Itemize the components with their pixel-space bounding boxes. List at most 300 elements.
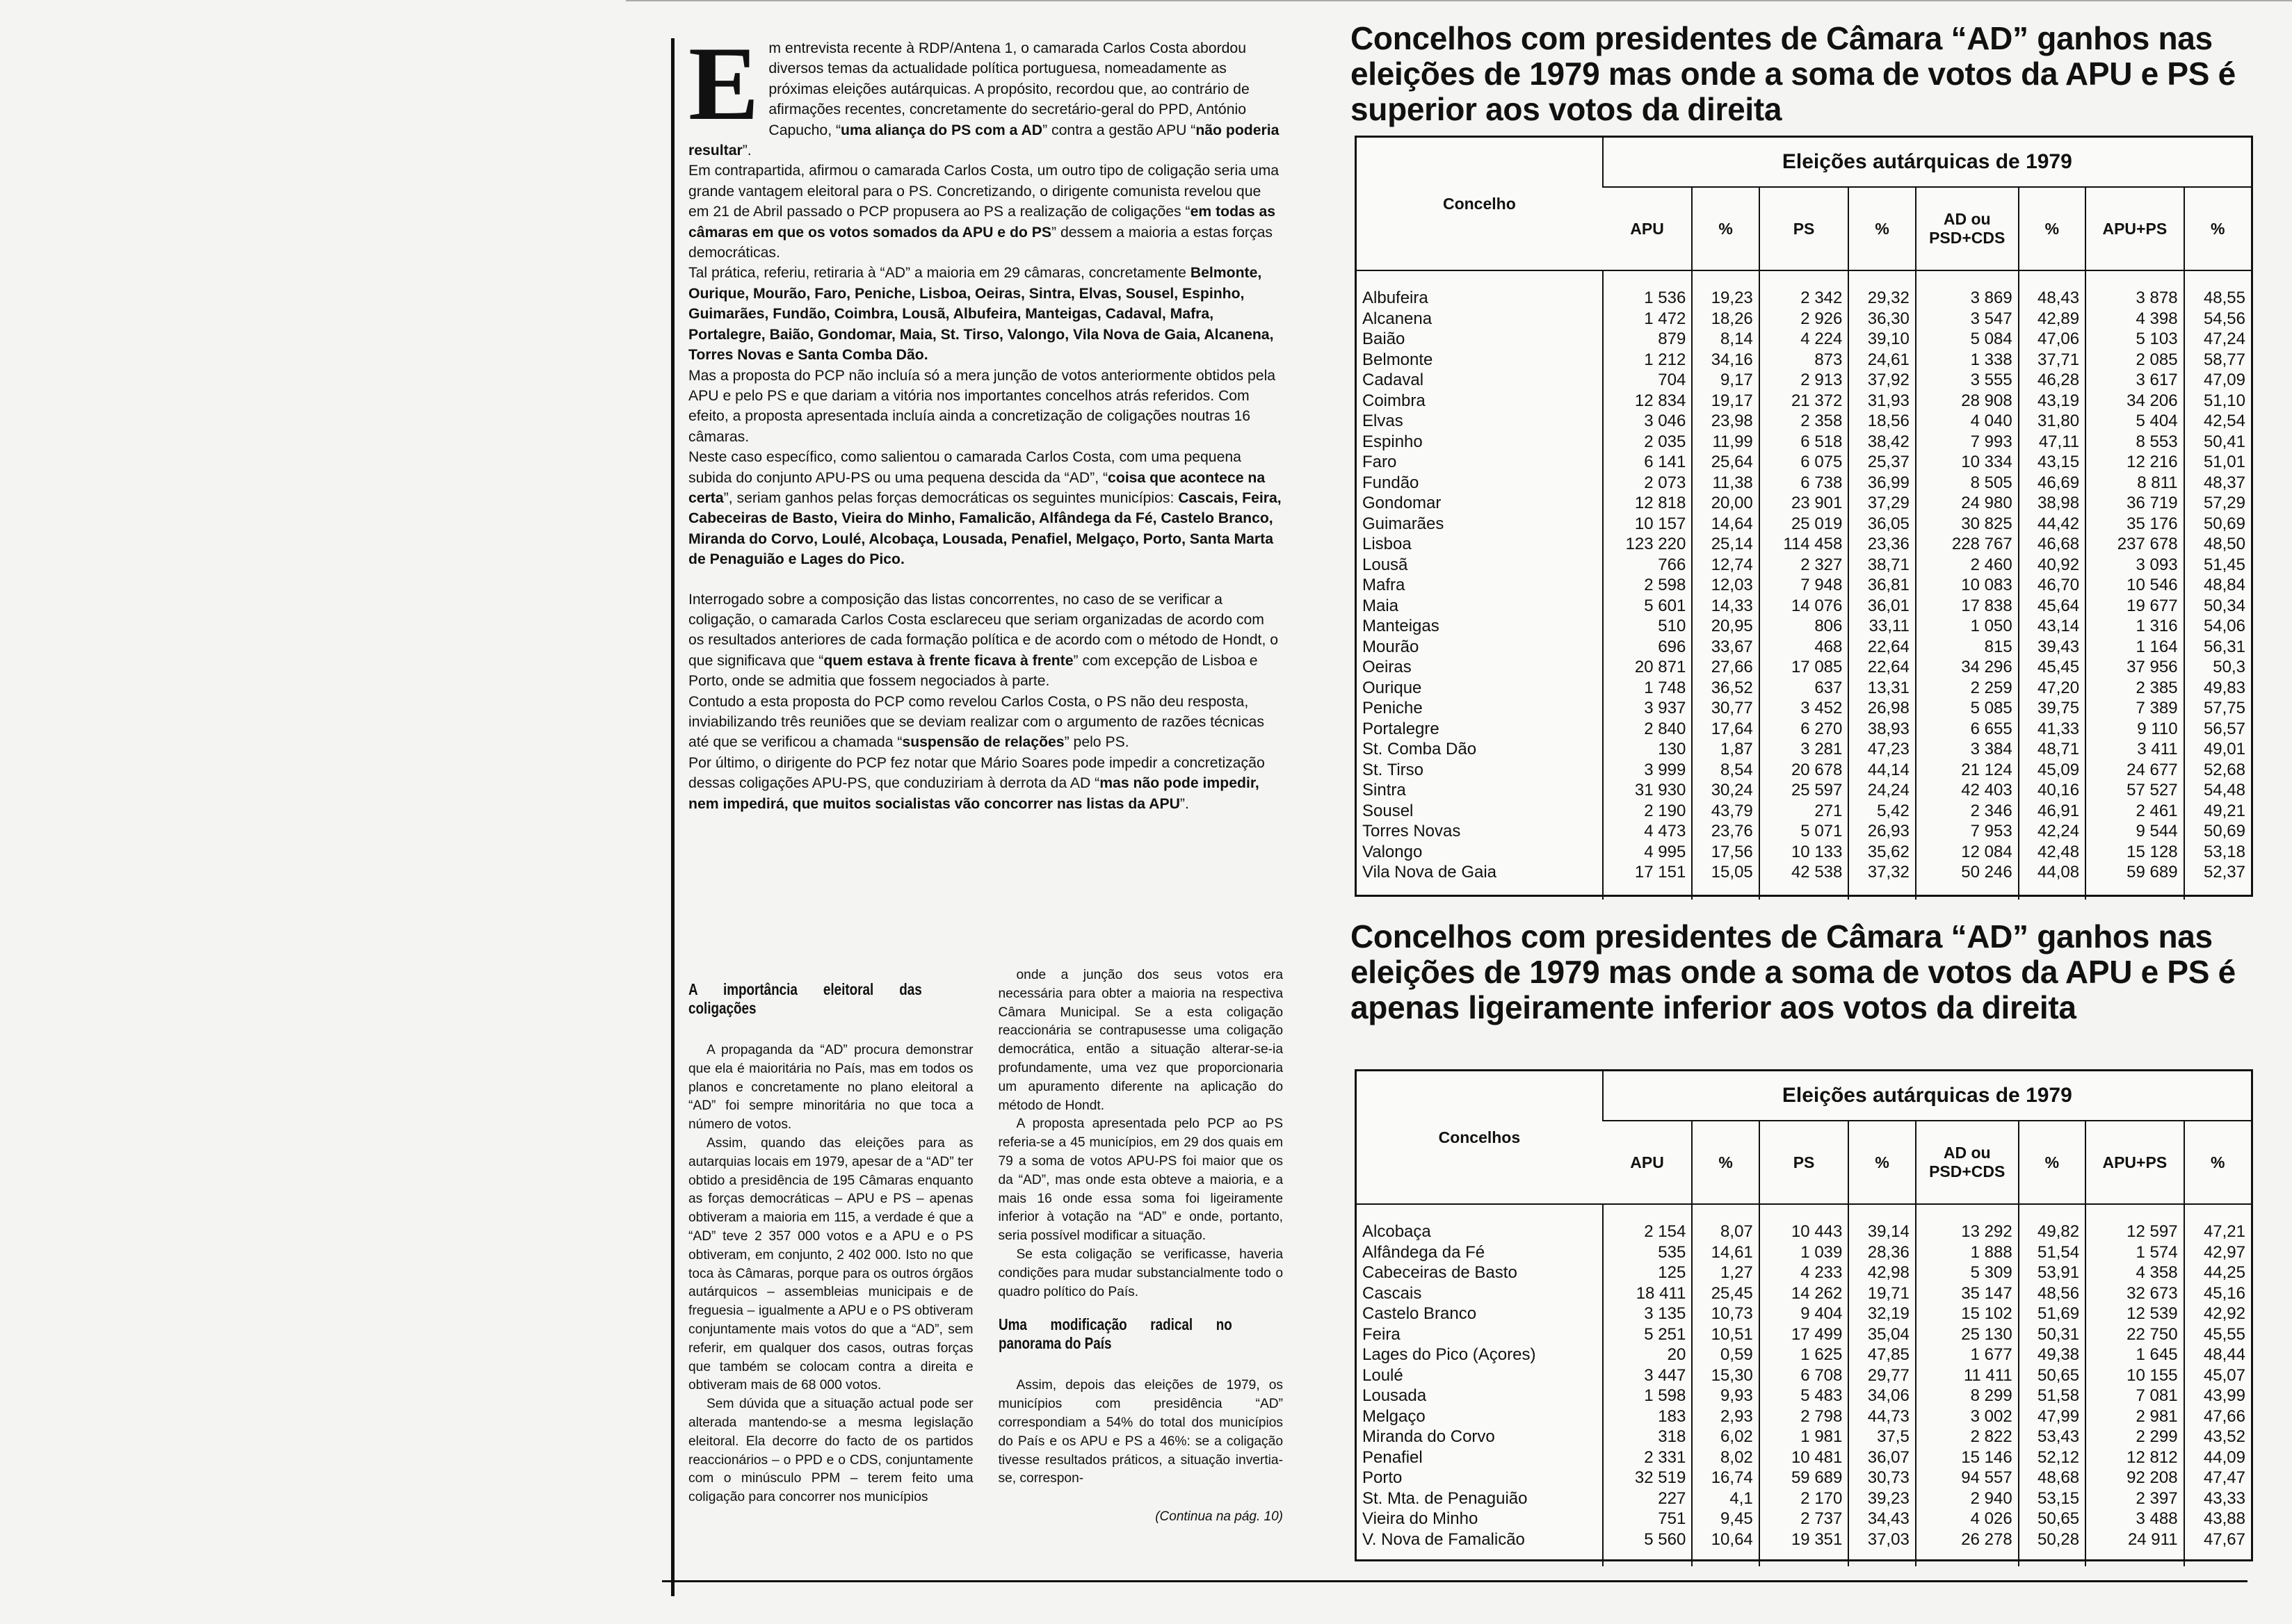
table2-municipality-cell: St. Mta. de Penaguião <box>1362 1488 1528 1508</box>
table1-value-cell: 2 073 <box>1603 473 1693 494</box>
table2-value-cell: 5 560 <box>1603 1529 1693 1550</box>
table1-value-cell: 1 164 <box>2085 637 2184 658</box>
table1-header-cell: % <box>1692 187 1759 270</box>
table1-value-cell: 15 128 <box>2085 842 2184 863</box>
table2-municipality-cell: Castelo Branco <box>1362 1304 1477 1323</box>
article-column <box>671 25 1283 1596</box>
table1-spacer-cell <box>1759 883 1849 900</box>
table2-spacer-row <box>1357 1204 2251 1221</box>
table1-spacer-cell <box>1603 270 1693 288</box>
table1-value-cell: 704 <box>1603 370 1693 391</box>
table1-value-cell: 34,16 <box>1692 350 1759 371</box>
table1-value-cell: 8,14 <box>1692 329 1759 350</box>
table1-row <box>1357 616 2251 637</box>
table2-value-cell: 39,23 <box>1848 1488 1915 1509</box>
table1-value-cell: 44,08 <box>2019 862 2085 883</box>
table2-value-cell: 50,65 <box>2019 1509 2085 1529</box>
table1-value-cell: 24 677 <box>2085 760 2184 781</box>
table1-value-cell: 5,42 <box>1848 801 1915 822</box>
table1-spacer-cell <box>1357 270 1603 288</box>
text-run: ” dessem a maioria a estas forças democráticas. <box>688 224 1273 261</box>
table2-header-cell: APU <box>1603 1121 1693 1204</box>
table1-value-cell: 45,64 <box>2019 596 2085 617</box>
table2-value-cell: 44,09 <box>2184 1447 2251 1468</box>
table1-row <box>1357 596 2251 617</box>
table1-value-cell: 10 083 <box>1916 575 2019 596</box>
table2-value-cell: 51,69 <box>2019 1304 2085 1324</box>
table1-value-cell: 14 076 <box>1759 596 1849 617</box>
table2-value-cell: 22 750 <box>2085 1324 2184 1345</box>
table1-value-cell: 9,17 <box>1692 370 1759 391</box>
table1-municipality-cell: Faro <box>1362 453 1397 471</box>
table2-header-cell: PS <box>1759 1121 1849 1204</box>
table2-value-cell: 37,5 <box>1848 1427 1915 1447</box>
table2-spacer-cell <box>1916 1550 2019 1566</box>
table2-municipality-cell: Melgaço <box>1362 1406 1426 1426</box>
table1-value-cell: 42,48 <box>2019 842 2085 863</box>
bold-run: quem estava à frente ficava à frente <box>823 652 1074 669</box>
bold-run: mas não pode impedir, nem impedirá, que muitos socialistas vão concorrer nas listas da APU <box>688 775 1259 812</box>
table2-value-cell: 30,73 <box>1848 1468 1915 1488</box>
table2-value-cell: 6,02 <box>1692 1427 1759 1447</box>
table2-spacer-cell <box>2184 1550 2251 1566</box>
table1-value-cell: 38,98 <box>2019 493 2085 514</box>
table1-value-cell: 42,89 <box>2019 309 2085 330</box>
table2-value-cell: 50,31 <box>2019 1324 2085 1345</box>
table1-value-cell: 36 719 <box>2085 493 2184 514</box>
table2-value-cell: 52,12 <box>2019 1447 2085 1468</box>
table1-value-cell: 1 536 <box>1603 288 1693 309</box>
table1-value-cell: 34 206 <box>2085 391 2184 412</box>
table1-value-cell: 8 553 <box>2085 432 2184 453</box>
table1-value-cell: 46,28 <box>2019 370 2085 391</box>
top-rule <box>626 0 2292 1</box>
table1-municipality-cell: Gondomar <box>1362 494 1442 512</box>
table1-header-cell: % <box>1848 187 1915 270</box>
table2-value-cell: 1 981 <box>1759 1427 1849 1447</box>
table2-value-cell: 50,65 <box>2019 1365 2085 1386</box>
table1-value-cell: 3 617 <box>2085 370 2184 391</box>
text-run: Por último, o dirigente do PCP fez notar que Mário Soares pode impedir a concretização dessas coligações APU-PS, que conduziriam à derrota da AD “ <box>688 754 1265 792</box>
table1-value-cell: 31 930 <box>1603 780 1693 801</box>
table2-value-cell: 10 443 <box>1759 1221 1849 1242</box>
table1-spacer-cell <box>1848 883 1915 900</box>
bold-run: não poderia resultar <box>688 122 1280 159</box>
table1-value-cell: 6 518 <box>1759 432 1849 453</box>
table2-value-cell: 11 411 <box>1916 1365 2019 1386</box>
table1-value-cell: 31,80 <box>2019 411 2085 432</box>
article-paragraph <box>688 753 1283 814</box>
text-run: Em contrapartida, afirmou o camarada Carlos Costa, um outro tipo de coligação seria uma grande vantagem eleitoral para o PS. Concretizando, o dirigente comunista revelou que em 21 de Abril passado o PCP propusera ao PS a realização de coligações “ <box>688 163 1280 220</box>
table1-value-cell: 3 937 <box>1603 698 1693 719</box>
table2-value-cell: 47,66 <box>2184 1406 2251 1427</box>
table1-value-cell: 35 176 <box>2085 514 2184 535</box>
table2-value-cell: 47,21 <box>2184 1221 2251 1242</box>
table2-value-cell: 42,97 <box>2184 1242 2251 1263</box>
bottom-rule <box>662 1580 2247 1582</box>
table1-value-cell: 29,32 <box>1848 288 1915 309</box>
table2-value-cell: 43,52 <box>2184 1427 2251 1447</box>
table1-value-cell: 5 103 <box>2085 329 2184 350</box>
text-run: ” pelo PS. <box>1064 734 1129 751</box>
table1-row <box>1357 842 2251 863</box>
table1-value-cell: 47,09 <box>2184 370 2251 391</box>
table1-value-cell: 31,93 <box>1848 391 1915 412</box>
table2-value-cell: 4,1 <box>1692 1488 1759 1509</box>
article-paragraph <box>688 590 1283 692</box>
table1-value-cell: 50,69 <box>2184 821 2251 842</box>
table1-value-cell: 25,64 <box>1692 452 1759 473</box>
table1-value-cell: 42 403 <box>1916 780 2019 801</box>
table1-value-cell: 47,24 <box>2184 329 2251 350</box>
table1-value-cell: 12 818 <box>1603 493 1693 514</box>
table1-value-cell: 19,17 <box>1692 391 1759 412</box>
table1-value-cell: 10 334 <box>1916 452 2019 473</box>
table1-value-cell: 37,71 <box>2019 350 2085 371</box>
section-heading-coalitions: A importância eleitoral das coligações <box>688 980 922 1017</box>
table2-body <box>1357 1204 2251 1566</box>
article-paragraph <box>688 366 1283 448</box>
table1-value-cell: 59 689 <box>2085 862 2184 883</box>
table1-row <box>1357 309 2251 330</box>
table2-value-cell: 37,03 <box>1848 1529 1915 1550</box>
table2-value-cell: 49,82 <box>2019 1221 2085 1242</box>
table1-value-cell: 48,71 <box>2019 739 2085 760</box>
table1-value-cell: 49,21 <box>2184 801 2251 822</box>
table2-row <box>1357 1221 2251 1242</box>
article-paragraph <box>688 25 1283 161</box>
table2-municipality-cell: Miranda do Corvo <box>1362 1427 1495 1446</box>
table1-row <box>1357 862 2251 883</box>
table2-superheader: Eleições autárquicas de 1979 <box>1603 1071 2251 1121</box>
table1-spacer-row <box>1357 883 2251 900</box>
table2-value-cell: 35,04 <box>1848 1324 1915 1345</box>
table2-value-cell: 43,88 <box>2184 1509 2251 1529</box>
table2-value-cell: 43,99 <box>2184 1386 2251 1406</box>
table2-value-cell: 53,43 <box>2019 1427 2085 1447</box>
table2-value-cell: 47,47 <box>2184 1468 2251 1488</box>
table2-spacer-cell <box>2019 1204 2085 1221</box>
table1-value-cell: 1 316 <box>2085 616 2184 637</box>
table1-spacer-cell <box>2085 883 2184 900</box>
table2-spacer-cell <box>1357 1550 1603 1566</box>
table2-value-cell: 2,93 <box>1692 1406 1759 1427</box>
table1-municipality-cell: Mourão <box>1362 637 1419 656</box>
table1-value-cell: 6 075 <box>1759 452 1849 473</box>
table1-value-cell: 11,99 <box>1692 432 1759 453</box>
table1-value-cell: 45,09 <box>2019 760 2085 781</box>
table1-value-cell: 20 678 <box>1759 760 1849 781</box>
table2-row <box>1357 1447 2251 1468</box>
table2-value-cell: 15 102 <box>1916 1304 2019 1324</box>
table1-value-cell: 9 544 <box>2085 821 2184 842</box>
table2-header-cell: % <box>2184 1121 2251 1204</box>
table2-value-cell: 47,67 <box>2184 1529 2251 1550</box>
table1-municipality-cell: Guimarães <box>1362 514 1444 533</box>
table1-value-cell: 3 869 <box>1916 288 2019 309</box>
table1-value-cell: 1 050 <box>1916 616 2019 637</box>
table1-value-cell: 44,42 <box>2019 514 2085 535</box>
table1-value-cell: 815 <box>1916 637 2019 658</box>
table1-row <box>1357 514 2251 535</box>
table1-value-cell: 237 678 <box>2085 534 2184 555</box>
table1-value-cell: 7 948 <box>1759 575 1849 596</box>
table1-value-cell: 9 110 <box>2085 719 2184 740</box>
table2-spacer-cell <box>1603 1550 1693 1566</box>
table1-value-cell: 47,11 <box>2019 432 2085 453</box>
table1-value-cell: 2 259 <box>1916 678 2019 699</box>
table1-value-cell: 3 281 <box>1759 739 1849 760</box>
table1-value-cell: 2 342 <box>1759 288 1849 309</box>
table2-municipality-cell: Loulé <box>1362 1365 1403 1385</box>
text-run: ” contra a gestão APU “ <box>1042 122 1196 138</box>
table1-value-cell: 23 901 <box>1759 493 1849 514</box>
table1-value-cell: 46,68 <box>2019 534 2085 555</box>
table1-municipality-cell: Cadaval <box>1362 371 1424 389</box>
table1-municipality-cell: Peniche <box>1362 699 1423 717</box>
table1-value-cell: 1,87 <box>1692 739 1759 760</box>
table1-value-cell: 56,31 <box>2184 637 2251 658</box>
table2-municipality-cell: Feira <box>1362 1324 1401 1344</box>
table2-value-cell: 6 708 <box>1759 1365 1849 1386</box>
table1-value-cell: 4 398 <box>2085 309 2184 330</box>
table2-value-cell: 44,25 <box>2184 1262 2251 1283</box>
column-paragraph: Sem dúvida que a situação actual pode ser alterada mantendo-se a mesma legislação eleitoral. Ela decorre do facto de os partidos reaccionários – o PPD e o CDS, conjuntamente com o minúsculo PPM – terem feito uma coligação para concorrer nos municípios <box>688 1397 974 1505</box>
table2-value-cell: 51,54 <box>2019 1242 2085 1263</box>
table2-row <box>1357 1283 2251 1304</box>
table1-value-cell: 3 411 <box>2085 739 2184 760</box>
table1-municipality-cell: Maia <box>1362 596 1399 615</box>
table1-row <box>1357 534 2251 555</box>
text-run: ”. <box>1179 795 1189 812</box>
table1-value-cell: 57,29 <box>2184 493 2251 514</box>
table1-value-cell: 46,69 <box>2019 473 2085 494</box>
table1-value-cell: 22,64 <box>1848 657 1915 678</box>
bold-run: em todas as câmaras em que os votos somados da APU e do PS <box>688 204 1276 241</box>
table1-value-cell: 26,93 <box>1848 821 1915 842</box>
table1-header-cell: APU <box>1603 187 1693 270</box>
table2-municipality-cell: Alfândega da Fé <box>1362 1242 1485 1262</box>
text-run: ” com excepção de Lisboa e Porto, onde se admitia que fossem negociados à parte. <box>688 652 1258 690</box>
table2-value-cell: 12 812 <box>2085 1447 2184 1468</box>
table2-value-cell: 4 233 <box>1759 1262 1849 1283</box>
table2-value-cell: 2 981 <box>2085 1406 2184 1427</box>
table1-municipality-cell: Elvas <box>1362 412 1403 430</box>
text-run: Interrogado sobre a composição das listas concorrentes, no caso de se verificar a coligação, o camarada Carlos Costa esclareceu que seriam organizadas de acordo com os resultados anteriores de cada formação política e de acordo com o método de Hondt, o que significava que “ <box>688 591 1278 669</box>
table1-value-cell: 12,03 <box>1692 575 1759 596</box>
table2-value-cell: 50,28 <box>2019 1529 2085 1550</box>
table1-value-cell: 43,19 <box>2019 391 2085 412</box>
table1-value-cell: 26,98 <box>1848 698 1915 719</box>
table1 <box>1357 138 2251 900</box>
table2-value-cell: 10 481 <box>1759 1447 1849 1468</box>
table1-value-cell: 7 389 <box>2085 698 2184 719</box>
table1-municipality-cell: St. Tirso <box>1362 760 1424 779</box>
bold-run: suspensão de relações <box>902 734 1065 751</box>
table2-header-cell: % <box>2019 1121 2085 1204</box>
table1-value-cell: 45,45 <box>2019 657 2085 678</box>
table2-value-cell: 1 677 <box>1916 1345 2019 1365</box>
table1-value-cell: 114 458 <box>1759 534 1849 555</box>
table1-value-cell: 42 538 <box>1759 862 1849 883</box>
table2-value-cell: 183 <box>1603 1406 1693 1427</box>
table1-value-cell: 51,01 <box>2184 452 2251 473</box>
table2-value-cell: 53,91 <box>2019 1262 2085 1283</box>
table1-value-cell: 5 084 <box>1916 329 2019 350</box>
table2-municipality-cell: V. Nova de Famalicão <box>1362 1529 1525 1549</box>
table2-value-cell: 8,02 <box>1692 1447 1759 1468</box>
table1-value-cell: 50,3 <box>2184 657 2251 678</box>
table2-header-concelhos: Concelhos <box>1357 1071 1603 1204</box>
table2-value-cell: 2 331 <box>1603 1447 1693 1468</box>
bold-run: coisa que acontece na certa <box>688 469 1266 506</box>
table1-row <box>1357 391 2251 412</box>
table1-value-cell: 5 601 <box>1603 596 1693 617</box>
table1-title: Concelhos com presidentes de Câmara “AD” ganhos nas eleições de 1979 mas onde a soma de votos da APU e PS é superior aos votos da direita <box>1350 20 2236 127</box>
article-paragraph <box>688 161 1283 263</box>
table1-value-cell: 17,64 <box>1692 719 1759 740</box>
table1-value-cell: 38,93 <box>1848 719 1915 740</box>
table1-value-cell: 2 926 <box>1759 309 1849 330</box>
table1-spacer-cell <box>2019 270 2085 288</box>
table2-value-cell: 1 598 <box>1603 1386 1693 1406</box>
table2-value-cell: 20 <box>1603 1345 1693 1365</box>
table2-row <box>1357 1304 2251 1324</box>
table2-municipality-cell: Penafiel <box>1362 1447 1423 1467</box>
text-run: ”. <box>742 143 752 159</box>
table1-value-cell: 36,81 <box>1848 575 1915 596</box>
table1-value-cell: 15,05 <box>1692 862 1759 883</box>
table2-value-cell: 9,45 <box>1692 1509 1759 1529</box>
table2-value-cell: 2 822 <box>1916 1427 2019 1447</box>
table2-value-cell: 51,58 <box>2019 1386 2085 1406</box>
table1-row <box>1357 719 2251 740</box>
article-subcolumns <box>688 966 1283 1527</box>
table2-value-cell: 48,68 <box>2019 1468 2085 1488</box>
table2-row <box>1357 1529 2251 1550</box>
table2-municipality-cell: Porto <box>1362 1468 1403 1487</box>
table1-value-cell: 57 527 <box>2085 780 2184 801</box>
table2-value-cell: 43,33 <box>2184 1488 2251 1509</box>
table2-municipality-cell: Alcobaça <box>1362 1222 1431 1241</box>
table1-value-cell: 39,10 <box>1848 329 1915 350</box>
text-run: Neste caso específico, como salientou o camarada Carlos Costa, com uma pequena subida do conjunto APU-PS ou uma pequena descida da “AD”, “ <box>688 449 1241 486</box>
drop-cap: E <box>688 25 759 142</box>
table1-row <box>1357 801 2251 822</box>
table1-superheader: Eleições autárquicas de 1979 <box>1603 138 2251 187</box>
table1-value-cell: 696 <box>1603 637 1693 658</box>
table1-value-cell: 17,56 <box>1692 842 1759 863</box>
table2-value-cell: 48,44 <box>2184 1345 2251 1365</box>
table1-value-cell: 5 071 <box>1759 821 1849 842</box>
table1-value-cell: 48,55 <box>2184 288 2251 309</box>
table1-value-cell: 23,36 <box>1848 534 1915 555</box>
table1-value-cell: 2 035 <box>1603 432 1693 453</box>
table1-spacer-cell <box>1916 883 2019 900</box>
table2 <box>1357 1071 2251 1566</box>
table1-value-cell: 2 913 <box>1759 370 1849 391</box>
column-paragraph: A proposta apresentada pelo PCP ao PS referia-se a 45 municípios, em 29 dos quais em 79 a soma de votos APU-PS foi maior que os da “AD”, mas onde esta obteve a maioria, e a mais 16 onde essa soma foi ligeiramente inferior à votação na “AD” e onde, portanto, seria possível modificar a situação. <box>998 1116 1283 1244</box>
table1-value-cell: 18,56 <box>1848 411 1915 432</box>
table1-municipality-cell: Oeiras <box>1362 658 1412 676</box>
table1-row <box>1357 555 2251 576</box>
table2-spacer-row <box>1357 1550 2251 1566</box>
table2-value-cell: 8 299 <box>1916 1386 2019 1406</box>
table1-value-cell: 2 460 <box>1916 555 2019 576</box>
table2-value-cell: 10,73 <box>1692 1304 1759 1324</box>
table1-municipality-cell: Vila Nova de Gaia <box>1362 863 1497 882</box>
table2-value-cell: 10 155 <box>2085 1365 2184 1386</box>
table1-municipality-cell: Baião <box>1362 330 1405 348</box>
table1-value-cell: 36,01 <box>1848 596 1915 617</box>
table2-spacer-cell <box>1759 1550 1849 1566</box>
table1-value-cell: 8 505 <box>1916 473 2019 494</box>
table1-value-cell: 51,45 <box>2184 555 2251 576</box>
table2-municipality-cell: Lousada <box>1362 1386 1427 1405</box>
table2-value-cell: 10,64 <box>1692 1529 1759 1550</box>
table1-value-cell: 1 212 <box>1603 350 1693 371</box>
table2-value-cell: 227 <box>1603 1488 1693 1509</box>
table1-value-cell: 271 <box>1759 801 1849 822</box>
table1-municipality-cell: Belmonte <box>1362 350 1433 369</box>
table1-value-cell: 130 <box>1603 739 1693 760</box>
table2-spacer-cell <box>1692 1204 1759 1221</box>
column-paragraph: Assim, depois das eleições de 1979, os municípios com presidência “AD” correspondiam a 54% do total dos municípios do País e os APU e PS a 46%: se a coligação tivesse resultados práticos, a situação invertia-se, correspon- <box>998 1378 1283 1486</box>
table1-municipality-cell: Mafra <box>1362 576 1405 594</box>
table2-value-cell: 3 447 <box>1603 1365 1693 1386</box>
subcolumn-1 <box>688 966 974 1527</box>
table1-value-cell: 3 547 <box>1916 309 2019 330</box>
table1-value-cell: 12 216 <box>2085 452 2184 473</box>
table1-spacer-cell <box>1357 883 1603 900</box>
table2-value-cell: 42,92 <box>2184 1304 2251 1324</box>
table2-box <box>1355 1069 2253 1561</box>
table1-value-cell: 42,54 <box>2184 411 2251 432</box>
table1-value-cell: 4 995 <box>1603 842 1693 863</box>
table1-row <box>1357 432 2251 453</box>
table1-value-cell: 1 472 <box>1603 309 1693 330</box>
table1-row <box>1357 760 2251 781</box>
table1-municipality-cell: St. Comba Dão <box>1362 740 1477 758</box>
table2-row <box>1357 1324 2251 1345</box>
table1-spacer-cell <box>1603 883 1693 900</box>
table1-value-cell: 2 598 <box>1603 575 1693 596</box>
table2-value-cell: 18 411 <box>1603 1283 1693 1304</box>
table2-header-cell: APU+PS <box>2085 1121 2184 1204</box>
text-run: m entrevista recente à RDP/Antena 1, o camarada Carlos Costa abordou diversos temas da actualidade política portuguesa, nomeadamente as próximas eleições autárquicas. <box>768 40 1246 97</box>
table1-value-cell: 123 220 <box>1603 534 1693 555</box>
column-paragraph: A propaganda da “AD” procura demonstrar que ela é maioritária no País, mas em todos os planos e concretamente no plano eleitoral a “AD” foi sempre minoritária no que toca a número de votos. <box>688 1043 974 1132</box>
table1-value-cell: 50,41 <box>2184 432 2251 453</box>
table2-value-cell: 47,85 <box>1848 1345 1915 1365</box>
table1-municipality-cell: Albufeira <box>1362 289 1428 307</box>
table1-value-cell: 58,77 <box>2184 350 2251 371</box>
table1-value-cell: 3 878 <box>2085 288 2184 309</box>
table1-value-cell: 37,92 <box>1848 370 1915 391</box>
table1-value-cell: 40,16 <box>2019 780 2085 801</box>
table2-value-cell: 9,93 <box>1692 1386 1759 1406</box>
table1-value-cell: 28 908 <box>1916 391 2019 412</box>
text-run: Tal prática, referiu, retiraria à “AD” a maioria em 29 câmaras, concretamente <box>688 265 1191 282</box>
table1-value-cell: 11,38 <box>1692 473 1759 494</box>
table1-value-cell: 3 452 <box>1759 698 1849 719</box>
table1-value-cell: 36,30 <box>1848 309 1915 330</box>
table1-row <box>1357 821 2251 842</box>
table1-value-cell: 10 133 <box>1759 842 1849 863</box>
table1-value-cell: 14,33 <box>1692 596 1759 617</box>
table1-value-cell: 38,42 <box>1848 432 1915 453</box>
table1-value-cell: 12 834 <box>1603 391 1693 412</box>
